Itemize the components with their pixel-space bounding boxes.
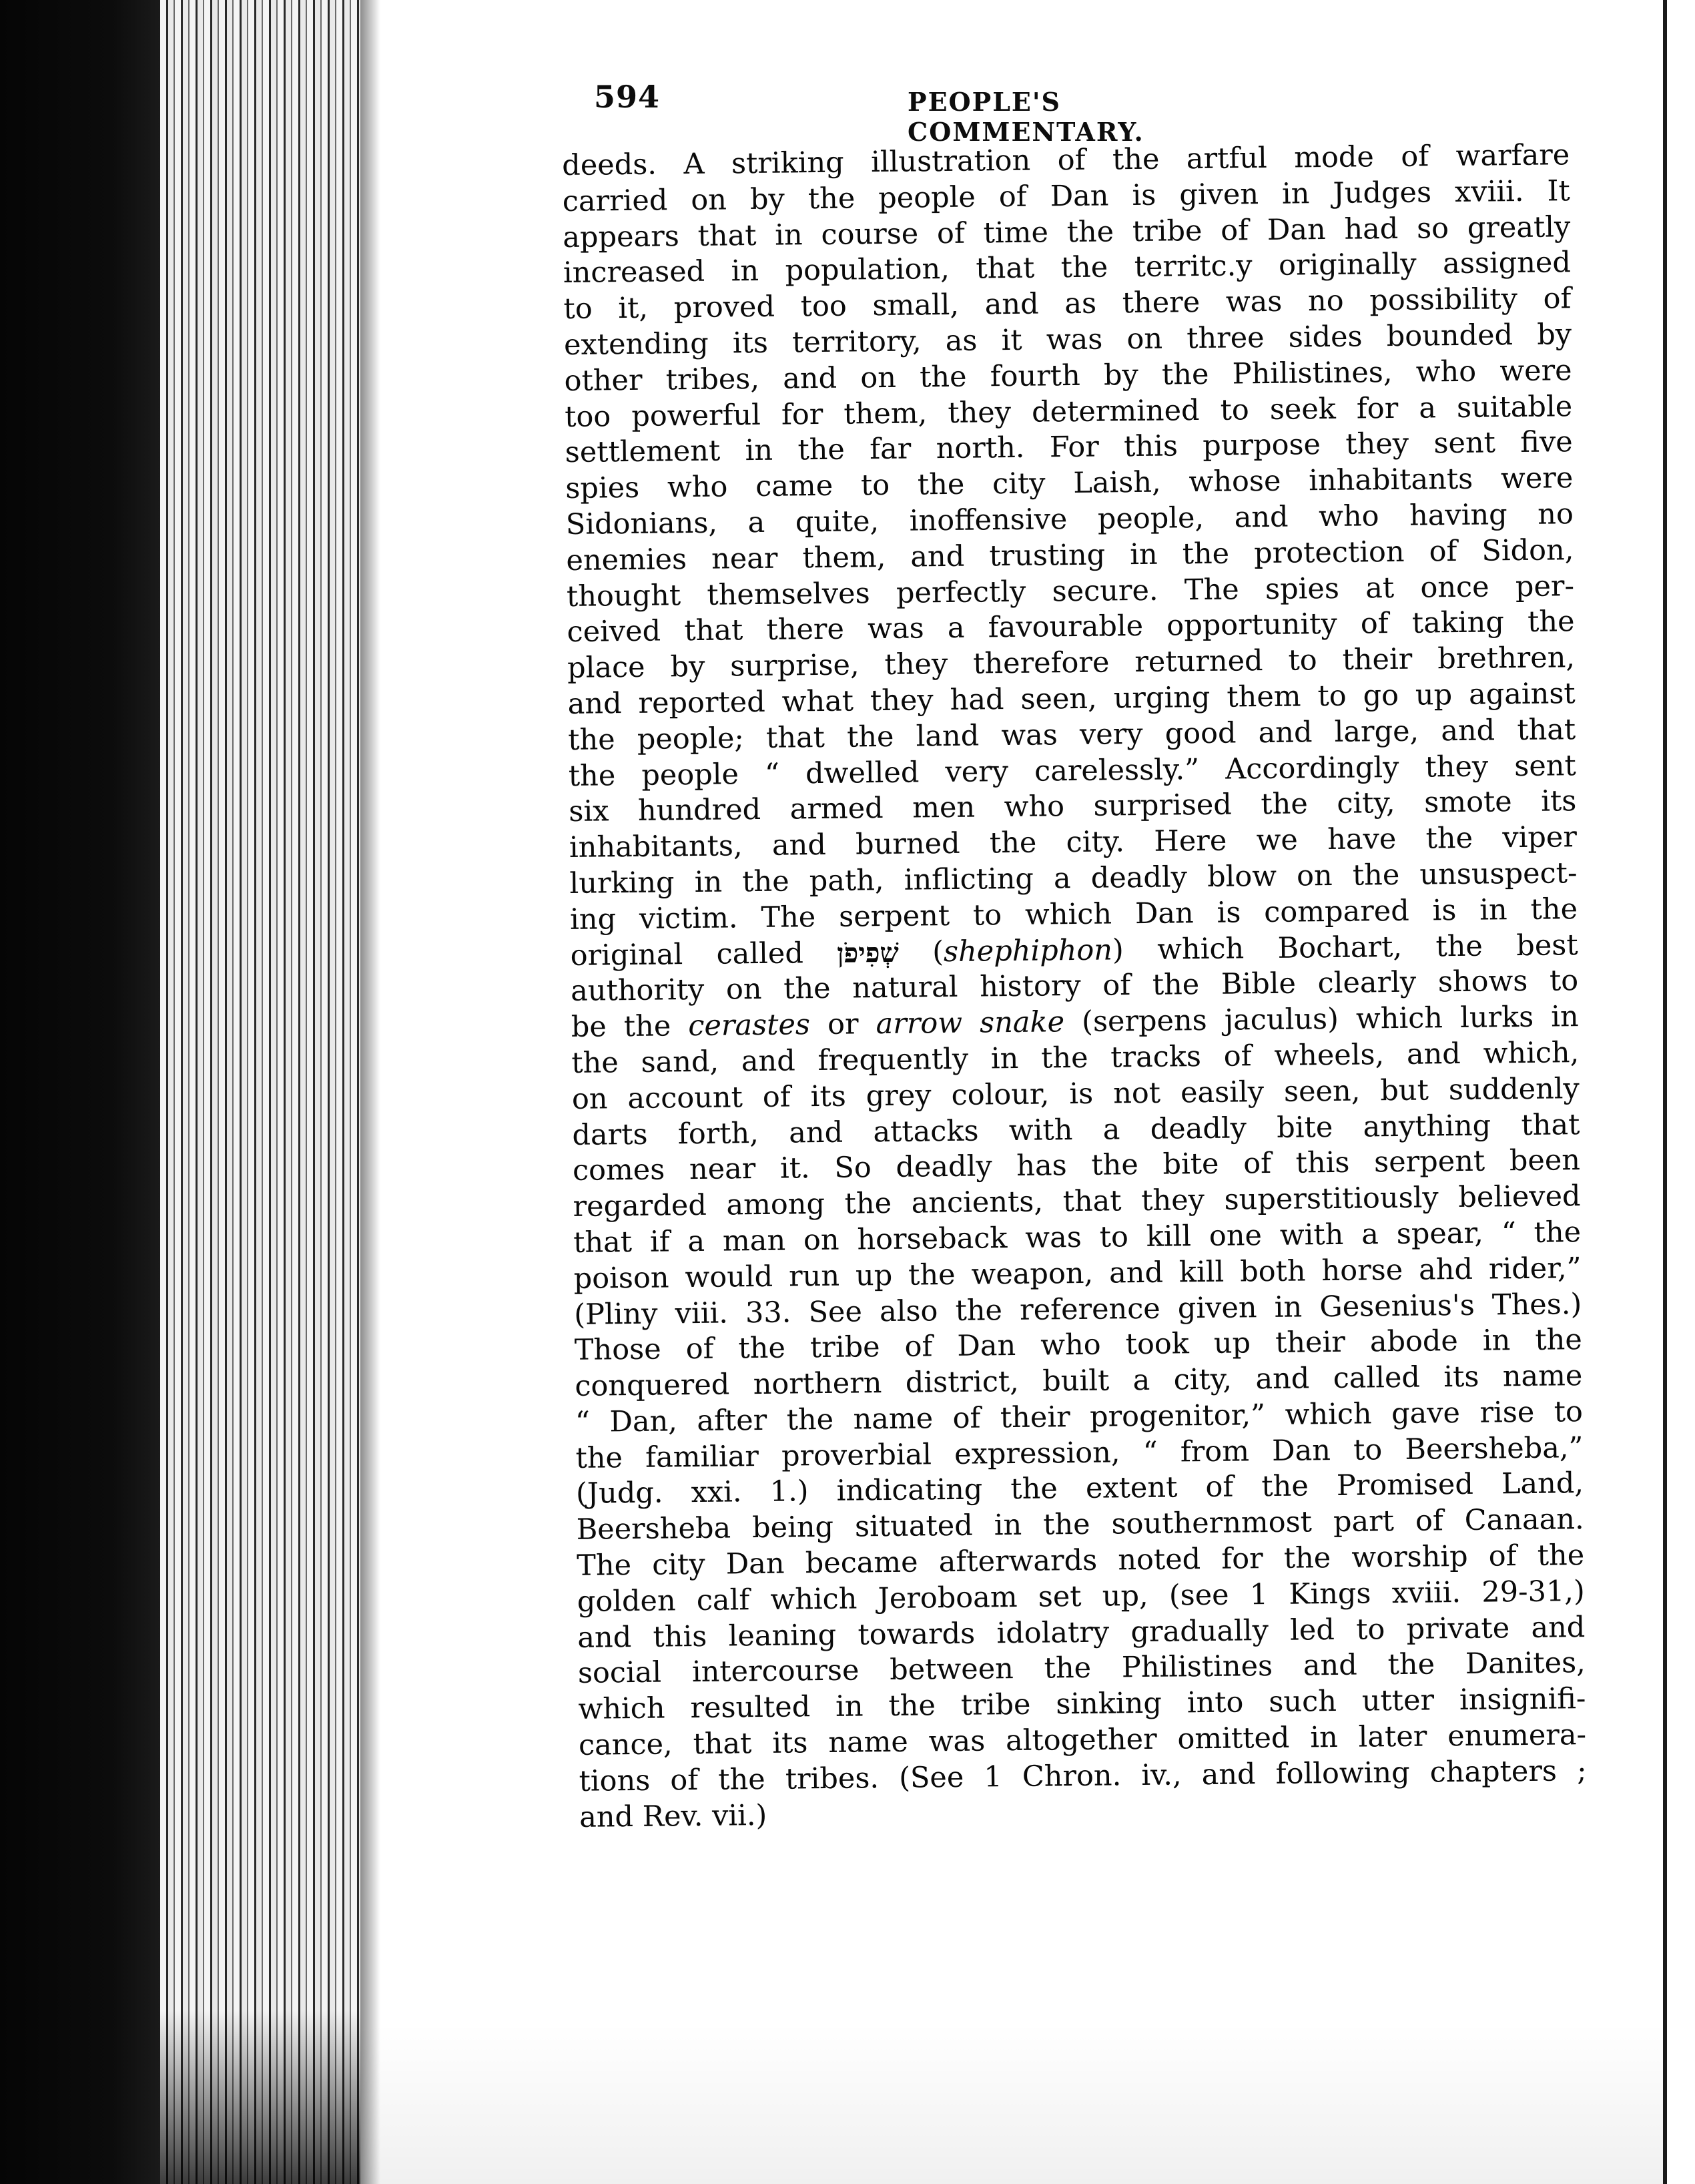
running-title: PEOPLE'S COMMENTARY.: [908, 87, 1144, 147]
text-line: deeds. A striking illustration of the artful mode of warfare: [562, 138, 1570, 182]
text-line: comes near it. So deadly has the bite of this serpent been: [572, 1143, 1581, 1188]
text-line: which resulted in the tribe sinking into such utter insignifi-: [578, 1682, 1586, 1727]
text-line: lurking in the path, inflicting a deadly blow on the unsuspect-: [569, 856, 1578, 900]
text-line: inhabitants, and burned the city. Here we have the viper: [569, 820, 1578, 865]
text-line: darts forth, and attacks with a deadly bite anything that: [572, 1107, 1580, 1152]
text-line: golden calf which Jeroboam set up, (see 1 Kings xviii. 29-31,): [577, 1574, 1585, 1619]
text-line: carried on by the people of Dan is given in Judges xviii. It: [562, 174, 1571, 218]
page-edge-right: [1663, 0, 1667, 2184]
italic-term: arrow snake: [876, 1005, 1065, 1041]
italic-term: cerastes: [688, 1008, 811, 1043]
page-bottom-shade: [360, 2022, 1663, 2184]
text-line: regarded among the ancients, that they superstitiously believed: [573, 1179, 1581, 1224]
text-line: Those of the tribe of Dan who took up their abode in the: [574, 1323, 1583, 1368]
running-head: [594, 79, 1261, 147]
body-text: [562, 138, 1587, 1836]
text-line: that if a man on horseback was to kill one with a spear, “ the: [573, 1215, 1582, 1260]
text-line: the people “ dwelled very carelessly.” Accordingly they sent: [568, 748, 1577, 793]
text-line: and this leaning towards idolatry gradually led to private and: [577, 1610, 1586, 1655]
text-line: ceived that there was a favourable opportunity of taking the: [567, 605, 1575, 649]
text-line: Beersheba being situated in the southernmost part of Canaan.: [576, 1503, 1584, 1547]
book-gutter: [0, 0, 160, 2184]
text-line-hebrew: original called שְׁפִיפֹן (shephiphon) which Bochart, the best: [570, 928, 1578, 973]
text-line: to it, proved too small, and as there was no possibility of: [563, 282, 1572, 326]
text-line: appears that in course of time the tribe of Dan had so greatly: [563, 210, 1571, 254]
text-line: conquered northern district, built a city, and called its name: [575, 1359, 1583, 1403]
text-line-final: and Rev. vii.): [579, 1798, 767, 1834]
text-line: social intercourse between the Philistines and the Danites,: [577, 1646, 1586, 1691]
text-line: the people; that the land was very good and large, and that: [568, 712, 1576, 757]
text-line: increased in population, that the territc.y originally assigned: [563, 246, 1572, 290]
text-line: ing victim. The serpent to which Dan is compared is in the: [569, 892, 1578, 936]
text-line: other tribes, and on the fourth by the Philistines, who were: [564, 353, 1572, 398]
text-line: and reported what they had seen, urging them to go up against: [567, 677, 1576, 721]
text-line: tions of the tribes. (See 1 Chron. iv., and following chapters ;: [579, 1753, 1587, 1798]
text-line: place by surprise, they therefore returned to their brethren,: [567, 641, 1576, 686]
page-edges: [160, 0, 360, 2184]
text-line: thought themselves perfectly secure. The spies at once per-: [566, 569, 1575, 613]
hebrew-word: שְׁפִיפֹן: [837, 936, 900, 969]
text-line: poison would run up the weapon, and kill both horse ahd rider,”: [573, 1251, 1582, 1296]
text-line: six hundred armed men who surprised the city, smote its: [569, 784, 1577, 829]
text-line: enemies near them, and trusting in the protection of Sidon,: [566, 533, 1574, 577]
text-line: too powerful for them, they determined to seek for a suitable: [564, 389, 1573, 434]
text-line: Sidonians, a quite, inoffensive people, and who having no: [565, 497, 1574, 541]
text-line-italics: be the cerastes or arrow snake (serpens jaculus) which lurks in: [571, 1000, 1579, 1045]
text-line: authority on the natural history of the Bible clearly shows to: [570, 964, 1579, 1009]
text-line: settlement in the far north. For this purpose they sent five: [565, 425, 1573, 470]
text-line: “ Dan, after the name of their progenitor,” which gave rise to: [575, 1394, 1584, 1439]
text-line: on account of its grey colour, is not easily seen, but suddenly: [571, 1071, 1580, 1116]
text-line: the familiar proverbial expression, “ from Dan to Beersheba,”: [575, 1430, 1584, 1475]
text-line: spies who came to the city Laish, whose inhabitants were: [565, 461, 1574, 506]
text-line: cance, that its name was altogether omitted in later enumera-: [578, 1718, 1587, 1762]
text-line: (Pliny viii. 33. See also the reference given in Gesenius's Thes.): [574, 1287, 1582, 1332]
italic-term: shephiphon: [943, 932, 1113, 969]
gutter-shadow: [360, 0, 380, 2184]
page-number: 594: [594, 79, 661, 115]
text-line: (Judg. xxi. 1.) indicating the extent of the Promised Land,: [575, 1466, 1584, 1511]
text-line: extending its territory, as it was on three sides bounded by: [563, 318, 1572, 362]
text-line: the sand, and frequently in the tracks of wheels, and which,: [571, 1036, 1580, 1080]
text-line: The city Dan became afterwards noted for the worship of the: [576, 1539, 1585, 1583]
